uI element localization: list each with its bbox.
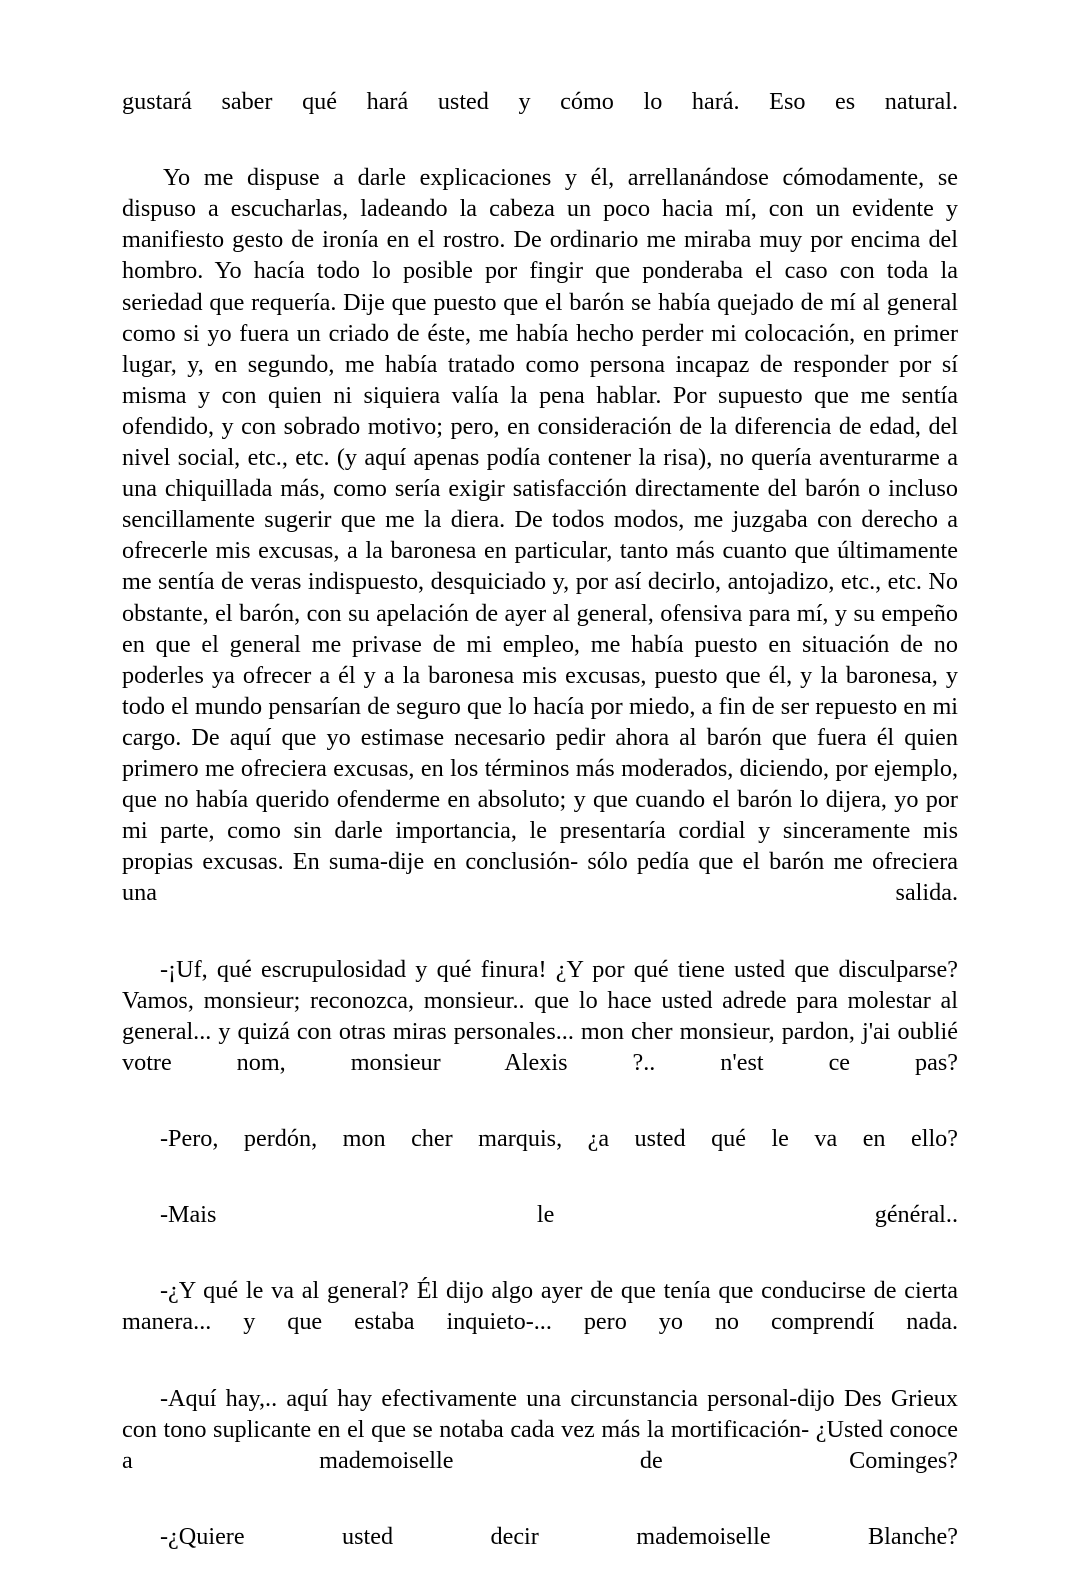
paragraph-dialogue-6: -¿Quiere usted decir mademoiselle Blanche? — [160, 1523, 958, 1551]
paragraph-continuation: gustará saber qué hará usted y cómo lo hará. Eso es natural. — [122, 88, 958, 115]
paragraph-dialogue-1: -¡Uf, qué escrupulosidad y qué finura! ¿Y por qué tiene usted que disculparse? Vamos, monsieur; reconozca, monsieur.. que lo hace usted adrede para molestar al general... y quizá con otras miras personales... mon cher monsieur, pardon, j'ai oublié votre nom, monsieur Alexis ?.. n'est ce pas? — [122, 955, 958, 1076]
text-column — [122, 86, 958, 1583]
paragraph-dialogue-4: -¿Y qué le va al general? Él dijo algo ayer de que tenía que conducirse de cierta manera... y que estaba inquieto-... pero yo no comprendí nada. — [122, 1277, 958, 1336]
paragraph-dialogue-3: -Mais le général.. — [160, 1201, 958, 1229]
paragraph-dialogue-5: -Aquí hay,.. aquí hay efectivamente una circunstancia personal-dijo Des Grieux con tono suplicante en el que se notaba cada vez más la mortificación- ¿Usted conoce a mademoiselle de Cominges? — [122, 1384, 958, 1474]
paragraph-dialogue-2: -Pero, perdón, mon cher marquis, ¿a usted qué le va en ello? — [160, 1125, 958, 1152]
paragraph-body: Yo me dispuse a darle explicaciones y él, arrellanándose cómodamente, se dispuso a escucharlas, ladeando la cabeza un poco hacia mí, con un evidente y manifiesto gesto de ironía en el rostro. De ordinario me miraba muy por encima del hombro. Yo hacía todo lo posible por fingir que ponderaba el caso con toda la seriedad que requería. Dije que puesto que el barón se había quejado de mí al general como si yo fuera un criado de éste, me había hecho perder mi colocación, en primer lugar, y, en segundo, me había tratado como persona incapaz de responder por sí misma y con quien ni siquiera valía la pena hablar. Por supuesto que me sentía ofendido, y con sobrado motivo; pero, en consideración de la diferencia de edad, del nivel social, etc., etc. (y aquí apenas podía contener la risa), no quería aventurarme a una chiquillada más, como sería exigir satisfacción directamente del barón o incluso sencillamente sugerir que me la diera. De todos modos, me juzgaba con derecho a ofrecerle mis excusas, a la baronesa en particular, tanto más cuanto que últimamente me sentía de veras indispuesto, desquiciado y, por así decirlo, antojadizo, etc., etc. No obstante, el barón, con su apelación de ayer al general, ofensiva para mí, y su empeño en que el general me privase de mi empleo, me había puesto en situación de no poderles ya ofrecer a él y a la baronesa mis excusas, puesto que él, y la baronesa, y todo el mundo pensarían de seguro que lo hacía por miedo, a fin de ser repuesto en mi cargo. De aquí que yo estimase necesario pedir ahora al barón que fuera él quien primero me ofreciera excusas, en los términos más moderados, diciendo, por ejemplo, que no había querido ofenderme en absoluto; y que cuando el barón lo dijera, yo por mi parte, como sin darle importancia, le presentaría cordial y sinceramente mis propias excusas. En suma-dije en conclusión- sólo pedía que el barón me ofreciera una salida. — [122, 164, 958, 907]
